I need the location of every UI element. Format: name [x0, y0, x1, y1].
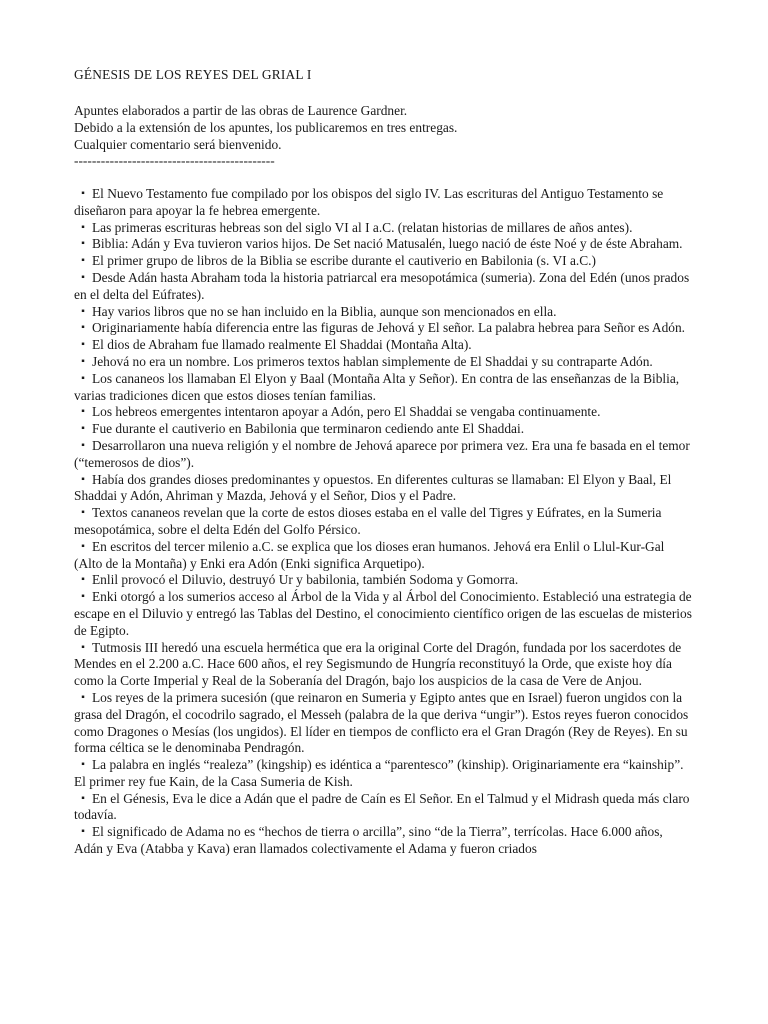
- bullet-marker-icon: ▪: [81, 759, 85, 771]
- bullet-text: El dios de Abraham fue llamado realmente El Shaddai (Montaña Alta).: [92, 337, 472, 353]
- bullet-marker-icon: ▪: [81, 238, 85, 250]
- bullet-text: El primer grupo de libros de la Biblia se escribe durante el cautiverio en Babilonia (s. VI a.C.): [92, 253, 596, 269]
- bullet-text: Originariamente había diferencia entre las figuras de Jehová y El señor. La palabra hebrea para Señor es Adón.: [92, 320, 686, 336]
- bullet-text: Hay varios libros que no se han incluido en la Biblia, aunque son mencionados en ella.: [92, 303, 557, 319]
- bullet-item: [74, 320, 694, 337]
- bullet-item: [74, 186, 694, 220]
- bullet-marker-icon: ▪: [81, 355, 85, 367]
- bullet-marker-icon: ▪: [81, 507, 85, 519]
- bullet-item: [74, 304, 694, 321]
- bullet-item: [74, 505, 694, 539]
- bullet-marker-icon: ▪: [81, 255, 85, 267]
- bullet-item: [74, 824, 694, 858]
- bullet-item: [74, 640, 694, 690]
- intro-line: Cualquier comentario será bienvenido.: [74, 136, 282, 152]
- bullet-marker-icon: ▪: [81, 188, 85, 199]
- bullet-text: Los reyes de la primera sucesión (que reinaron en Sumeria y Egipto antes que en Israel) fueron ungidos con la grasa del Dragón, el cocodrilo sagrado, el Messeh (palabra de la que deriva “ungir”). Estos reyes fueron conocidos como Dragones o Mesías (los ungidos). El líder en tiempos de conflicto era el Gran Dragón (Rey de Reyes). En su forma céltica se le denominaba Pendragón.: [74, 689, 689, 756]
- bullet-marker-icon: ▪: [81, 540, 85, 552]
- bullet-item: [74, 539, 694, 573]
- bullet-item: [74, 757, 694, 791]
- bullet-item: [74, 270, 694, 304]
- bullet-marker-icon: ▪: [81, 473, 85, 485]
- bullet-item: [74, 337, 694, 354]
- bullet-marker-icon: ▪: [81, 271, 85, 283]
- bullet-list: [74, 186, 694, 858]
- bullet-marker-icon: ▪: [81, 826, 85, 838]
- bullet-marker-icon: ▪: [81, 339, 85, 351]
- bullet-marker-icon: ▪: [81, 305, 85, 317]
- separator-line: ---------------------------------------------: [74, 153, 275, 169]
- bullet-text: Tutmosis III heredó una escuela hermética que era la original Corte del Dragón, fundada por los sacerdotes de Mendes en el 2.200 a.C. Hace 600 años, el rey Segismundo de Hungría reconstituyó la Orde, que existe hoy día como la Corte Imperial y Real de la Soberanía del Dragón, bajo los auspicios de la casa de Vere de Anjou.: [74, 639, 682, 689]
- intro-line: Debido a la extensión de los apuntes, los publicaremos en tres entregas.: [74, 119, 458, 135]
- bullet-marker-icon: ▪: [81, 591, 85, 603]
- bullet-text: Textos cananeos revelan que la corte de estos dioses estaba en el valle del Tigres y Eúfrates, en la Sumeria mesopotámica, sobre el delta Edén del Golfo Pérsico.: [74, 505, 662, 537]
- bullet-item: [74, 236, 694, 253]
- bullet-text: El significado de Adama no es “hechos de tierra o arcilla”, sino “de la Tierra”, terrícolas. Hace 6.000 años, Adán y Eva (Atabba y Kava) eran llamados colectivamente el Adama y fueron criados: [74, 824, 663, 857]
- bullet-text: Jehová no era un nombre. Los primeros textos hablan simplemente de El Shaddai y su contraparte Adón.: [92, 353, 653, 369]
- bullet-item: [74, 438, 694, 472]
- bullet-item: [74, 354, 694, 371]
- bullet-text: Enlil provocó el Diluvio, destruyó Ur y babilonia, también Sodoma y Gomorra.: [92, 572, 519, 588]
- bullet-item: [74, 472, 694, 506]
- bullet-text: Desarrollaron una nueva religión y el nombre de Jehová aparece por primera vez. Era una fe basada en el temor (“temerosos de dios”).: [74, 437, 690, 470]
- bullet-marker-icon: ▪: [81, 792, 85, 804]
- bullet-marker-icon: ▪: [81, 423, 85, 435]
- bullet-item: [74, 404, 694, 421]
- bullet-text: Enki otorgó a los sumerios acceso al Árbol de la Vida y al Árbol del Conocimiento. Estableció una estrategia de escape en el Diluvio y entregó las Tablas del Destino, el conocimiento científico origen de las escuelas de misterios de Egipto.: [74, 589, 692, 638]
- bullet-text: Los hebreos emergentes intentaron apoyar a Adón, pero El Shaddai se vengaba continuamente.: [92, 404, 601, 420]
- bullet-text: En escritos del tercer milenio a.C. se explica que los dioses eran humanos. Jehová era Enlil o Llul-Kur-Gal (Alto de la Montaña) y Enki era Adón (Enki significa Arquetipo).: [74, 538, 665, 571]
- bullet-item: [74, 791, 694, 825]
- bullet-text: Biblia: Adán y Eva tuvieron varios hijos. De Set nació Matusalén, luego nació de éste Noé y de éste Abraham.: [92, 236, 683, 252]
- bullet-item: [74, 220, 694, 237]
- intro-block: [74, 103, 694, 170]
- bullet-text: Las primeras escrituras hebreas son del siglo VI al I a.C. (relatan historias de millares de años antes).: [92, 219, 633, 235]
- bullet-item: [74, 690, 694, 757]
- bullet-marker-icon: ▪: [81, 439, 85, 451]
- bullet-text: Los cananeos los llamaban El Elyon y Baal (Montaña Alta y Señor). En contra de las enseñanzas de la Biblia, varias tradiciones dicen que estos dioses tenían familias.: [74, 370, 680, 403]
- bullet-item: [74, 421, 694, 438]
- bullet-marker-icon: ▪: [81, 406, 85, 418]
- bullet-text: El Nuevo Testamento fue compilado por los obispos del siglo IV. Las escrituras del Antiguo Testamento se diseñaron para apoyar la fe hebrea emergente.: [74, 186, 664, 218]
- bullet-marker-icon: ▪: [81, 691, 85, 703]
- bullet-text: Había dos grandes dioses predominantes y opuestos. En diferentes culturas se llamaban: El Elyon y Baal, El Shaddai y Adón, Ahriman y Mazda, Jehová y el Señor, Dios y el Padre.: [74, 471, 672, 504]
- bullet-marker-icon: ▪: [81, 221, 85, 233]
- bullet-item: [74, 371, 694, 405]
- intro-line: Apuntes elaborados a partir de las obras de Laurence Gardner.: [74, 103, 408, 118]
- document-title: GÉNESIS DE LOS REYES DEL GRIAL I: [74, 67, 312, 82]
- bullet-item: [74, 589, 694, 639]
- bullet-item: [74, 572, 694, 589]
- bullet-text: Fue durante el cautiverio en Babilonia que terminaron cediendo ante El Shaddai.: [92, 421, 525, 437]
- bullet-marker-icon: ▪: [81, 322, 85, 334]
- bullet-text: En el Génesis, Eva le dice a Adán que el padre de Caín es El Señor. En el Talmud y el Midrash queda más claro todavía.: [74, 790, 690, 823]
- bullet-text: La palabra en inglés “realeza” (kingship) es idéntica a “parentesco” (kinship). Originariamente era “kainship”. El primer rey fue Kain, de la Casa Sumeria de Kish.: [74, 757, 684, 789]
- bullet-marker-icon: ▪: [81, 372, 85, 384]
- bullet-marker-icon: ▪: [81, 641, 85, 653]
- bullet-item: [74, 253, 694, 270]
- bullet-marker-icon: ▪: [81, 574, 85, 586]
- bullet-text: Desde Adán hasta Abraham toda la historia patriarcal era mesopotámica (sumeria). Zona del Edén (unos prados en el delta del Eúfrates).: [74, 269, 690, 302]
